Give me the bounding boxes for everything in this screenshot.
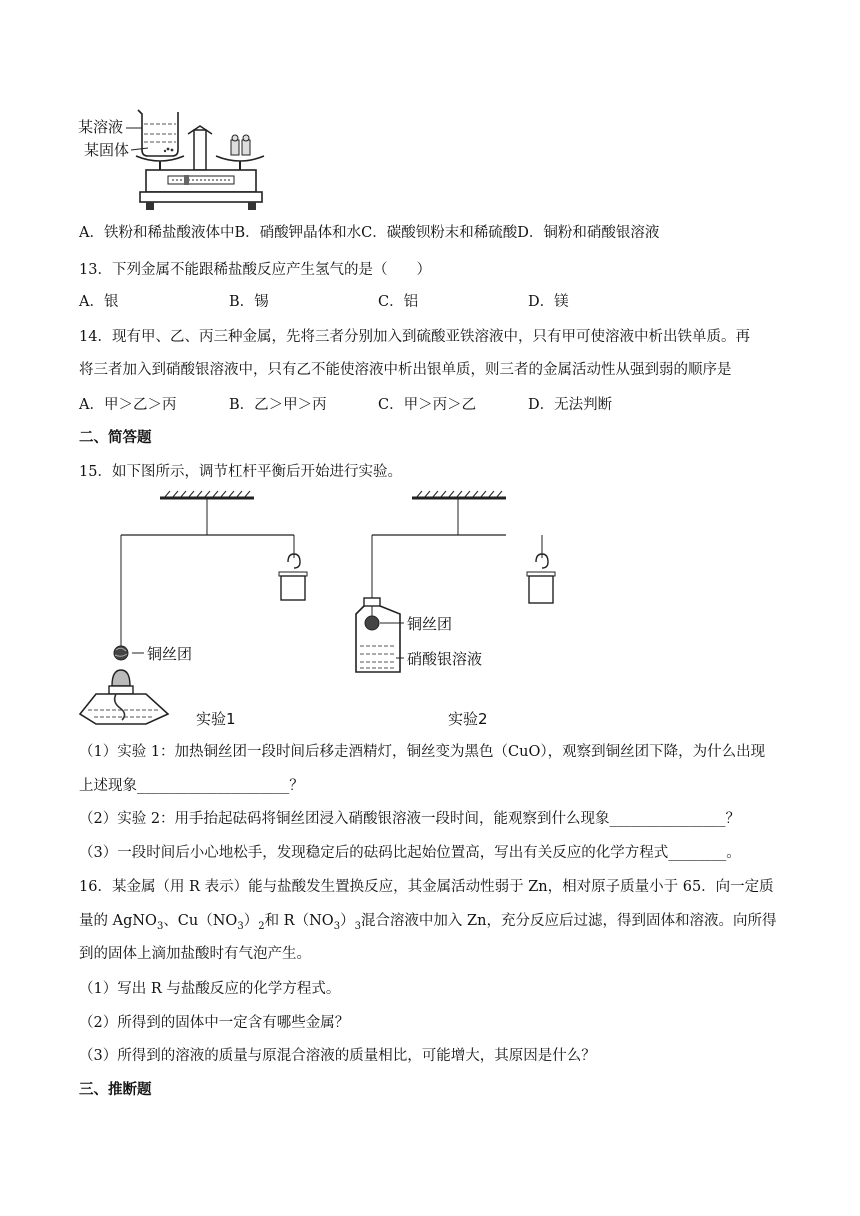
- q14-line-1: 14．现有甲、乙、丙三种金属，先将三者分别加入到硫酸亚铁溶液中，只有甲可使溶液中析出铁单质。再: [79, 329, 750, 345]
- q15-part-3: （3）一段时间后小心地松手，发现稳定后的砝码比起始位置高，写出有关反应的化学方程式________。: [79, 845, 741, 861]
- q16-line-2-a: 量的 AgNO: [79, 913, 157, 929]
- label-silver-nitrate: 硝酸银溶液: [407, 650, 483, 668]
- q13-option-a[interactable]: A．银: [79, 294, 119, 310]
- q16-line-2-f: 混合溶液中加入 Zn，充分反应后过滤，得到固体和溶液。向所得: [360, 913, 777, 929]
- section-3-title: 三、推断题: [79, 1081, 152, 1098]
- label-solution: 某溶液: [78, 118, 124, 136]
- q16-sub-4: 3: [333, 920, 341, 932]
- q16-part-1: （1）写出 R 与盐酸反应的化学方程式。: [79, 981, 341, 997]
- q12-option-b[interactable]: B．硝酸钾晶体和水: [234, 225, 362, 241]
- q16-sub-3: 2: [258, 920, 265, 932]
- q15-part-2: （2）实验 2：用手抬起砝码将铜丝团浸入硝酸银溶液一段时间，能观察到什么现象________________？: [79, 811, 741, 827]
- q15-part-1-line-1: （1）实验 1：加热铜丝团一段时间后移走酒精灯，铜丝变为黑色（CuO），观察到铜丝团下降，为什么出现: [79, 744, 766, 760]
- label-experiment-1: 实验1: [196, 710, 236, 728]
- q13-option-d[interactable]: D．镁: [528, 294, 569, 310]
- q13-stem: 13．下列金属不能跟稀盐酸反应产生氢气的是（ ）: [79, 262, 431, 278]
- q16-line-2-c: ）: [243, 913, 259, 929]
- q16-sub-5: 3: [354, 920, 361, 932]
- q16-part-3: （3）所得到的溶液的质量与原混合溶液的质量相比，可能增大，其原因是什么？: [79, 1048, 596, 1064]
- q12-option-d[interactable]: D．铜粉和硝酸银溶液: [517, 225, 660, 241]
- q12-option-c[interactable]: C．碳酸钡粉末和稀硫酸: [361, 225, 518, 241]
- q12-option-a[interactable]: A．铁粉和稀盐酸液体中: [79, 225, 235, 241]
- q12-options: [79, 223, 659, 243]
- balance-figure: [76, 104, 276, 216]
- q13-option-b[interactable]: B．锡: [229, 294, 269, 310]
- q16-line-1: 16．某金属（用 R 表示）能与盐酸发生置换反应，其金属活动性弱于 Zn，相对原子质量小于 65．向一定质: [79, 879, 774, 895]
- q16-line-2-e: ）: [340, 913, 355, 929]
- experiment-1-diagram: [80, 491, 307, 728]
- q14-option-c[interactable]: C．甲＞丙＞乙: [378, 397, 477, 413]
- lever-experiments-figure: [76, 488, 506, 728]
- experiment-2-weight: [520, 535, 560, 615]
- label-solid: 某固体: [84, 141, 130, 159]
- q16-sub-1: 3: [156, 920, 164, 932]
- q14-option-b[interactable]: B．乙＞甲＞丙: [229, 397, 327, 413]
- experiment-2-diagram: [356, 491, 506, 728]
- q16-sub-2: 3: [237, 920, 244, 932]
- q14-option-a[interactable]: A．甲＞乙＞丙: [79, 397, 177, 413]
- q16-line-2: [79, 911, 776, 937]
- section-2-title: 二、简答题: [79, 429, 152, 446]
- q13-option-c[interactable]: C．铝: [378, 294, 419, 310]
- q15-part-1-line-2: 上述现象_____________________？: [79, 778, 304, 794]
- q16-line-2-b: 、Cu（NO: [163, 913, 238, 929]
- q14-option-d[interactable]: D．无法判断: [528, 397, 613, 413]
- label-copper-ball-2: 铜丝团: [407, 615, 453, 633]
- q16-line-3: 到的固体上滴加盐酸时有气泡产生。: [79, 946, 311, 962]
- label-copper-ball-1: 铜丝团: [147, 645, 193, 663]
- q15-stem: 15．如下图所示，调节杠杆平衡后开始进行实验。: [79, 464, 402, 480]
- label-experiment-2: 实验2: [448, 710, 488, 728]
- q16-line-2-d: 和 R（NO: [264, 913, 334, 929]
- q14-line-2: 将三者加入到硝酸银溶液中，只有乙不能使溶液中析出银单质，则三者的金属活动性从强到弱的顺序是: [79, 362, 732, 378]
- q16-part-2: （2）所得到的固体中一定含有哪些金属？: [79, 1015, 350, 1031]
